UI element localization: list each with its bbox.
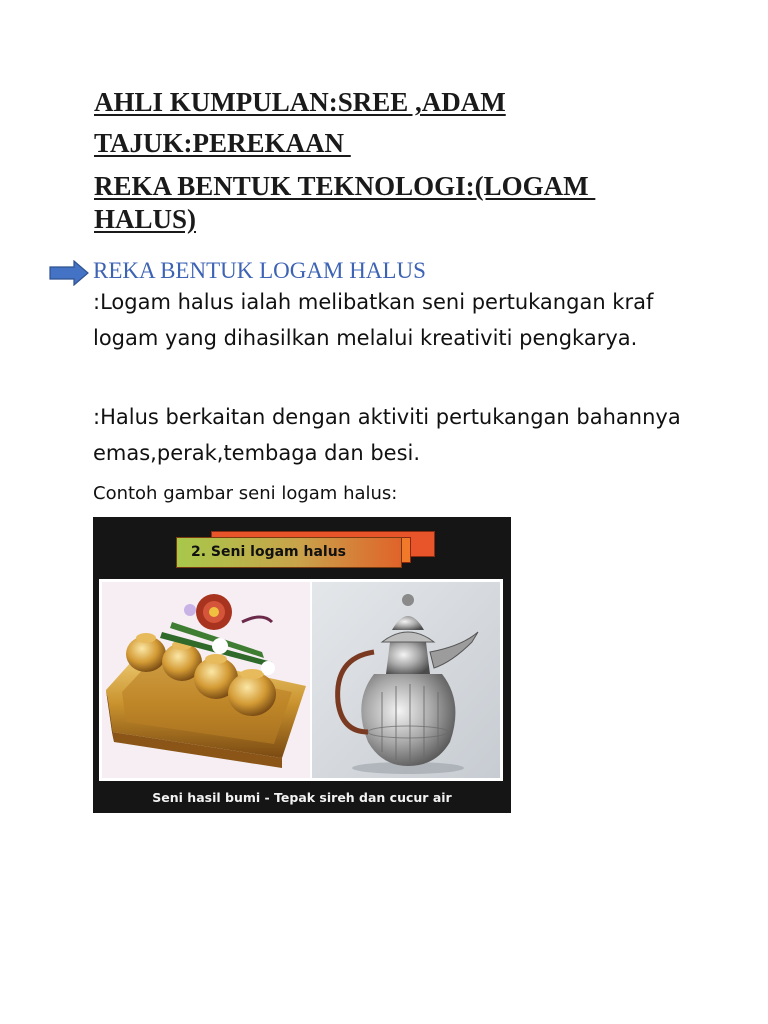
photo-frame [99, 579, 503, 781]
cucur-air-photo [312, 582, 500, 778]
section-heading: REKA BENTUK LOGAM HALUS [93, 258, 426, 283]
materials-paragraph: :Halus berkaitan dengan aktiviti pertukangan bahannya emas,perak,tembaga dan besi. [93, 405, 681, 465]
tepak-sireh-photo [102, 582, 310, 778]
group-members-heading: AHLI KUMPULAN:SREE ,ADAM [94, 87, 506, 117]
example-slide-image [93, 517, 511, 813]
subject-heading-line2: HALUS) [94, 204, 197, 234]
slide-banner-title: 2. Seni logam halus [176, 537, 402, 568]
slide-caption: Seni hasil bumi - Tepak sireh dan cucur air [152, 790, 452, 805]
topic-heading: TAJUK:PEREKAAN [94, 128, 351, 158]
right-arrow-icon [48, 260, 90, 286]
subject-heading-line1: REKA BENTUK TEKNOLOGI:(LOGAM [94, 171, 596, 201]
definition-paragraph: :Logam halus ialah melibatkan seni pertukangan kraf logam yang dihasilkan melalui kreativiti pengkarya. [93, 290, 654, 350]
example-label: Contoh gambar seni logam halus: [93, 483, 398, 504]
